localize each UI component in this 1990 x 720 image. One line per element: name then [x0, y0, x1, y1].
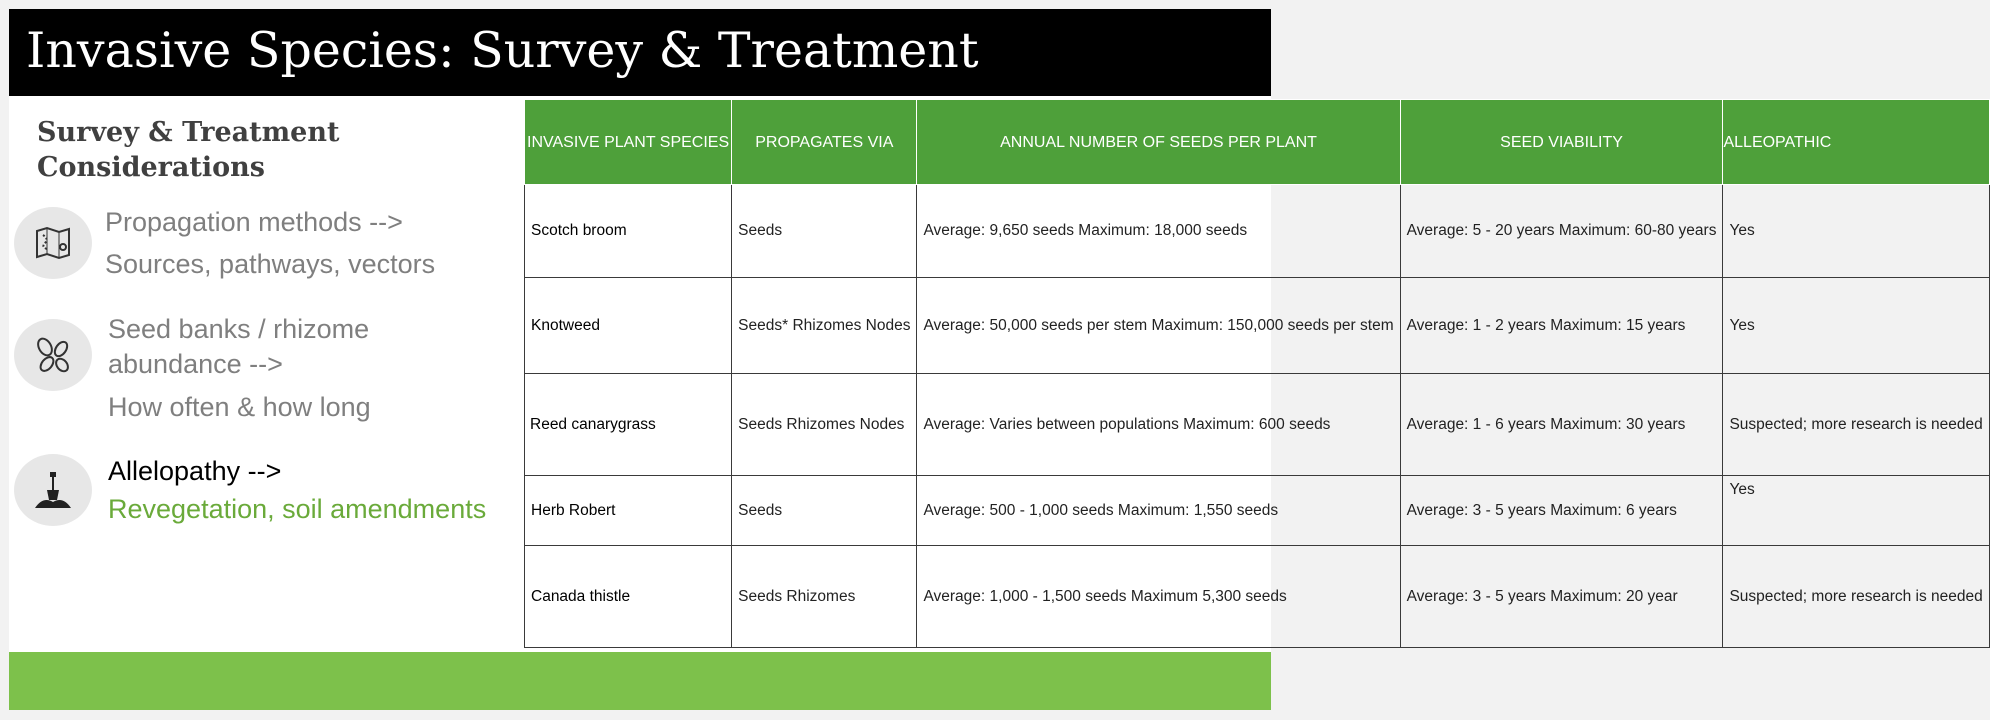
header-propagates: PROPAGATES VIA — [732, 100, 917, 185]
header-seeds: ANNUAL NUMBER OF SEEDS PER PLANT — [917, 100, 1400, 185]
cell-via: Seeds — [732, 476, 917, 546]
table-row — [525, 278, 1990, 374]
cell-viability: Average: 3 - 5 years Maximum: 20 year — [1400, 546, 1723, 648]
bullet-2-line-2: How often & how long — [108, 392, 371, 422]
cell-via: Seeds — [732, 185, 917, 278]
cell-viability: Average: 3 - 5 years Maximum: 6 years — [1400, 476, 1723, 546]
shovel-icon — [14, 454, 92, 526]
cell-via: Seeds* Rhizomes Nodes — [732, 278, 917, 374]
cell-via: Seeds Rhizomes — [732, 546, 917, 648]
cell-viability: Average: 5 - 20 years Maximum: 60-80 years — [1400, 185, 1723, 278]
cell-species: Scotch broom — [525, 185, 732, 278]
cell-species: Canada thistle — [525, 546, 732, 648]
cell-alleopathic: Yes — [1723, 476, 1989, 546]
cell-species: Knotweed — [525, 278, 732, 374]
bullet-2-line-1: Seed banks / rhizome abundance --> — [108, 314, 370, 379]
header-viability: SEED VIABILITY — [1400, 100, 1723, 185]
title-bar — [9, 9, 1271, 96]
cell-seeds: Average: 1,000 - 1,500 seeds Maximum 5,300 seeds — [917, 546, 1400, 648]
table-row — [525, 374, 1990, 476]
cell-seeds: Average: 50,000 seeds per stem Maximum: 150,000 seeds per stem — [917, 278, 1400, 374]
cell-viability: Average: 1 - 2 years Maximum: 15 years — [1400, 278, 1723, 374]
table-row — [525, 185, 1990, 278]
cell-viability: Average: 1 - 6 years Maximum: 30 years — [1400, 374, 1723, 476]
slide — [9, 9, 1983, 710]
invasive-species-table — [524, 99, 1990, 648]
bullet-3-line-1: Allelopathy --> — [108, 456, 282, 486]
header-species: INVASIVE PLANT SPECIES — [525, 100, 732, 185]
bullet-3-line-2: Revegetation, soil amendments — [108, 494, 487, 524]
cell-alleopathic: Suspected; more research is needed — [1723, 374, 1989, 476]
cell-seeds: Average: 9,650 seeds Maximum: 18,000 seeds — [917, 185, 1400, 278]
header-alleopathic: ALLEOPATHIC — [1723, 100, 1989, 185]
cell-alleopathic: Yes — [1723, 185, 1989, 278]
slide-title: Invasive Species: Survey & Treatment — [26, 22, 979, 79]
table-header-row — [525, 100, 1990, 185]
cell-alleopathic: Suspected; more research is needed — [1723, 546, 1989, 648]
cell-seeds: Average: Varies between populations Maximum: 600 seeds — [917, 374, 1400, 476]
bullet-1-line-1: Propagation methods --> — [105, 207, 403, 237]
bullet-1-line-2: Sources, pathways, vectors — [105, 249, 436, 279]
cell-seeds: Average: 500 - 1,000 seeds Maximum: 1,550 seeds — [917, 476, 1400, 546]
section-subtitle: Survey & Treatment Considerations — [37, 117, 340, 183]
map-icon — [14, 207, 92, 279]
cell-via: Seeds Rhizomes Nodes — [732, 374, 917, 476]
cell-species: Herb Robert — [525, 476, 732, 546]
cell-alleopathic: Yes — [1723, 278, 1989, 374]
cell-species: Reed canarygrass — [525, 374, 732, 476]
seeds-icon — [14, 319, 92, 391]
footer-bar — [9, 652, 1271, 710]
table-row — [525, 476, 1990, 546]
table-row — [525, 546, 1990, 648]
